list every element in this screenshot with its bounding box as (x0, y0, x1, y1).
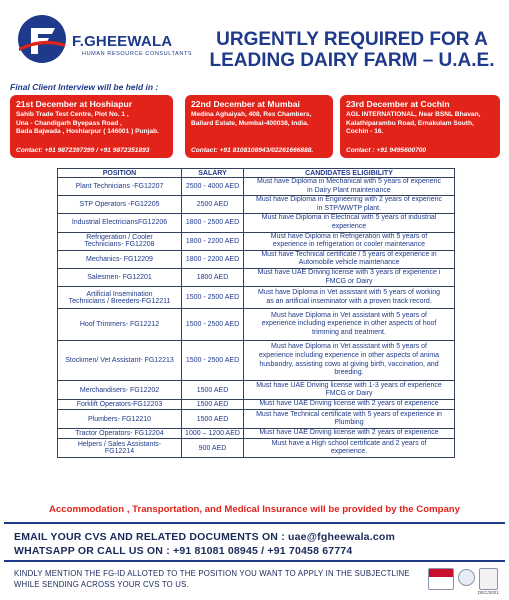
table-row (58, 410, 455, 429)
brand-subtitle: HUMAN RESOURCE CONSULTANTS (82, 51, 193, 57)
eligibility-text: as an artificial inseminator with a proven track record. (266, 297, 432, 305)
position-text: Tractor Operators- FG12204 (75, 430, 164, 438)
eligibility-text: husbandry, assisting cows at giving birth, vaccination, and (259, 360, 439, 368)
eligibility-cell (244, 214, 455, 232)
venue-address-line: Bada Bajwada , Hoshiarpur ( 146001 ) Punjab. (16, 128, 159, 135)
position-cell (58, 214, 182, 232)
position-text: Mechanics- FG12209 (86, 255, 153, 263)
table-row (58, 400, 455, 410)
position-text: Plumbers- FG12210 (87, 415, 152, 423)
eligibility-cell (244, 232, 455, 250)
eligibility-text: Must have Diploma in Mechanical with 5 years of experienc (256, 178, 442, 185)
salary-cell: 1800 - 2500 AED (182, 214, 244, 232)
venue-address-line: Cochin - 16. (346, 128, 384, 135)
position-text: Plant Technicians -FG12207 (75, 183, 164, 191)
header-eligibility: CANDIDATES ELIGIBILITY (244, 169, 455, 178)
position-cell (58, 268, 182, 286)
salary-cell: 2500 AED (182, 196, 244, 214)
venue-address-line: Medina Aghaiyah, 408, Rex Chambers, (191, 111, 312, 118)
eligibility-text: Must have Technical certificate with 5 years of experience in (256, 410, 442, 418)
eligibility-text: Plumbing (334, 419, 364, 427)
position-text: Technicians / Breeders-FG12211 (68, 297, 171, 305)
position-text: Salesmen- FG12201 (87, 274, 152, 282)
position-cell (58, 178, 182, 196)
table-row (58, 429, 455, 439)
company-logo-icon (17, 14, 67, 64)
salary-cell: 1800 AED (182, 268, 244, 286)
venue-address-line: Kalathiparambu Road, Ernakulam South, (346, 119, 474, 127)
headline (202, 29, 502, 71)
position-cell (58, 309, 182, 341)
venue-address-line: Ballard Estate, Mumbai-400038, India. (191, 119, 309, 127)
headline-line-2: LEADING DAIRY FARM – U.A.E. (209, 50, 495, 71)
eligibility-text: Must have UAE Driving license with 1-3 years of experience (256, 381, 442, 389)
salary-cell: 1500 - 2500 AED (182, 309, 244, 341)
salary-cell: 2500 - 4000 AED (182, 178, 244, 196)
venue-date: 22nd December at Mumbai (191, 99, 300, 109)
eligibility-text: experience (331, 222, 367, 230)
eligibility-text: experience including experience in other aspects of anima (258, 352, 440, 360)
eligibility-text: FMCG or Dairy (325, 277, 373, 285)
venue-address-line: Sahib Trade Test Centre, Plot No. 1 , (16, 111, 129, 118)
table-row (58, 232, 455, 250)
position-cell (58, 400, 182, 410)
eligibility-text: experience in refrigeration or cooler maintenance (272, 241, 426, 249)
eligibility-cell (244, 287, 455, 309)
footer-note-line-1: KINDLY MENTION THE FG-ID ALLOTED TO THE POSITION YOU WANT TO APPLY IN THE SUBJECTLINE (14, 569, 410, 578)
position-text: Merchandisers- FG12202 (79, 386, 160, 394)
salary-cell: 1500 - 2500 AED (182, 287, 244, 309)
position-text: Artificial Insemination (86, 290, 153, 298)
eligibility-text: Must have Diploma in Refrigeration with 5 years of (270, 232, 428, 240)
table-row (58, 287, 455, 309)
salary-cell: 900 AED (182, 439, 244, 458)
venue-contact: Contact: +91 8108108943/02261666888. (191, 147, 314, 154)
eligibility-text: breeding. (334, 369, 364, 377)
position-cell (58, 341, 182, 381)
table-row (58, 178, 455, 196)
position-cell (58, 429, 182, 439)
eligibility-cell (244, 400, 455, 410)
benefits-note: Accommodation , Transportation, and Medical Insurance will be provided by the Company (49, 504, 460, 515)
eligibility-text: Must have a High school certificate and 2 years of (271, 439, 427, 447)
eligibility-cell (244, 381, 455, 400)
position-cell (58, 439, 182, 458)
email-line: EMAIL YOUR CVS AND RELATED DOCUMENTS ON : uae@fgheewala.com (14, 531, 396, 543)
position-cell (58, 232, 182, 250)
eligibility-text: Must have UAE Driving license with 2 years of experience (259, 429, 439, 437)
salary-cell: 1800 - 2200 AED (182, 250, 244, 268)
eligibility-text: Must have Diploma in Vet assistant with 5 years of (270, 311, 428, 319)
eligibility-text: in STP/WWTP plant. (316, 204, 382, 212)
phone-line: WHATSAPP OR CALL US ON : +91 81081 08945 / +91 70458 67774 (14, 545, 353, 557)
eligibility-cell (244, 309, 455, 341)
brand-name: F.GHEEWALA (72, 33, 173, 50)
venue-address-line: AGL INTERNATIONAL, Near BSNL Bhavan, (346, 111, 481, 118)
header (0, 0, 509, 78)
table-row (58, 196, 455, 214)
position-cell (58, 250, 182, 268)
eligibility-text: in Dairy Plant maintenance (307, 186, 391, 194)
eligibility-text: Automobile vehicle maintenance (298, 259, 400, 267)
salary-cell: 1000 – 1200 AED (182, 429, 244, 439)
table-header-row (58, 169, 455, 178)
position-text: Forklift Operators-FG12203 (76, 401, 163, 409)
eligibility-cell (244, 429, 455, 439)
eligibility-text: Must have Diploma in Vet assistant with 5 years of working (257, 289, 441, 297)
position-text: STP Operators -FG12205 (79, 201, 160, 209)
eligibility-text: Must have Diploma in Vet assistant with 5 years of (270, 343, 428, 351)
position-cell (58, 287, 182, 309)
eligibility-text: FMCG or Dairy (325, 390, 373, 398)
salary-cell: 1800 - 2200 AED (182, 232, 244, 250)
interview-title: Final Client Interview will be held in : (10, 82, 159, 92)
eligibility-text: experience including experience in other aspects of hoof (261, 320, 437, 328)
position-cell (58, 381, 182, 400)
eligibility-text: Must have UAE Driving license with 3 years of experience i (257, 268, 441, 276)
venue-date: 21st December at Hoshiapur (16, 99, 133, 109)
footer-note (14, 569, 424, 590)
position-text: FG12214 (104, 448, 135, 456)
eligibility-cell (244, 178, 455, 196)
table-row (58, 250, 455, 268)
position-text: Industrial ElectriciansFG12206 (71, 219, 168, 227)
eligibility-text: Must have Technical certificate / 5 years of experience in (261, 250, 437, 258)
eligibility-cell (244, 341, 455, 381)
eligibility-text: experience. (330, 448, 368, 456)
headline-line-1: URGENTLY REQUIRED FOR A (216, 29, 488, 50)
position-text: Hoof Trimmers- FG12212 (79, 321, 160, 329)
position-text: Refrigeration / Cooler (86, 234, 153, 242)
table-row (58, 381, 455, 400)
table-row (58, 309, 455, 341)
eligibility-cell (244, 410, 455, 429)
eligibility-cell (244, 439, 455, 458)
position-text: Stockmen/ Vet Assistant- FG12213 (65, 357, 174, 365)
certification-year: DEC/2021 (478, 590, 499, 595)
venue-contact: Contact: +91 9872397399 / +91 9872351893 (16, 147, 150, 154)
position-text: Helpers / Sales Assistants- (77, 441, 162, 449)
accreditation-mark-icon (479, 568, 498, 590)
certification-logo-icon (428, 568, 454, 590)
eligibility-text: Must have Diploma in Electrical with 5 years of industrial (261, 214, 437, 222)
position-cell (58, 410, 182, 429)
venue-contact: Contact : +91 9495600700 (346, 147, 427, 154)
jobs-table (57, 168, 455, 458)
eligibility-text: Must have UAE Driving license with 2 years of experience (259, 400, 439, 408)
eligibility-cell (244, 250, 455, 268)
salary-cell: 1500 AED (182, 410, 244, 429)
salary-cell: 1500 - 2500 AED (182, 341, 244, 381)
eligibility-text: Must have Diploma in Engineering with 2 years of experienc (256, 196, 442, 204)
header-salary: SALARY (182, 169, 244, 178)
footer-note-line-2: WHILE SENDING ACROSS YOUR CVS TO US. (14, 579, 189, 589)
eligibility-text: trimming and treatment. (312, 328, 386, 336)
venue-card-cochin (340, 95, 500, 158)
venue-address-line: Una - Chandigarh Byepass Road , (16, 119, 122, 127)
eligibility-cell (244, 196, 455, 214)
position-cell (58, 196, 182, 214)
contact-box (4, 522, 505, 562)
venue-date: 23rd December at Cochin (346, 99, 450, 109)
position-text: Technicians- FG12208 (84, 241, 155, 249)
eligibility-cell (244, 268, 455, 286)
header-position: POSITION (58, 169, 182, 178)
venue-card-hoshiapur (10, 95, 173, 158)
salary-cell: 1500 AED (182, 381, 244, 400)
table-row (58, 268, 455, 286)
iso-seal-icon (458, 569, 475, 586)
salary-cell: 1500 AED (182, 400, 244, 410)
table-row (58, 341, 455, 381)
table-row (58, 214, 455, 232)
venue-card-mumbai (185, 95, 333, 158)
table-row (58, 439, 455, 458)
